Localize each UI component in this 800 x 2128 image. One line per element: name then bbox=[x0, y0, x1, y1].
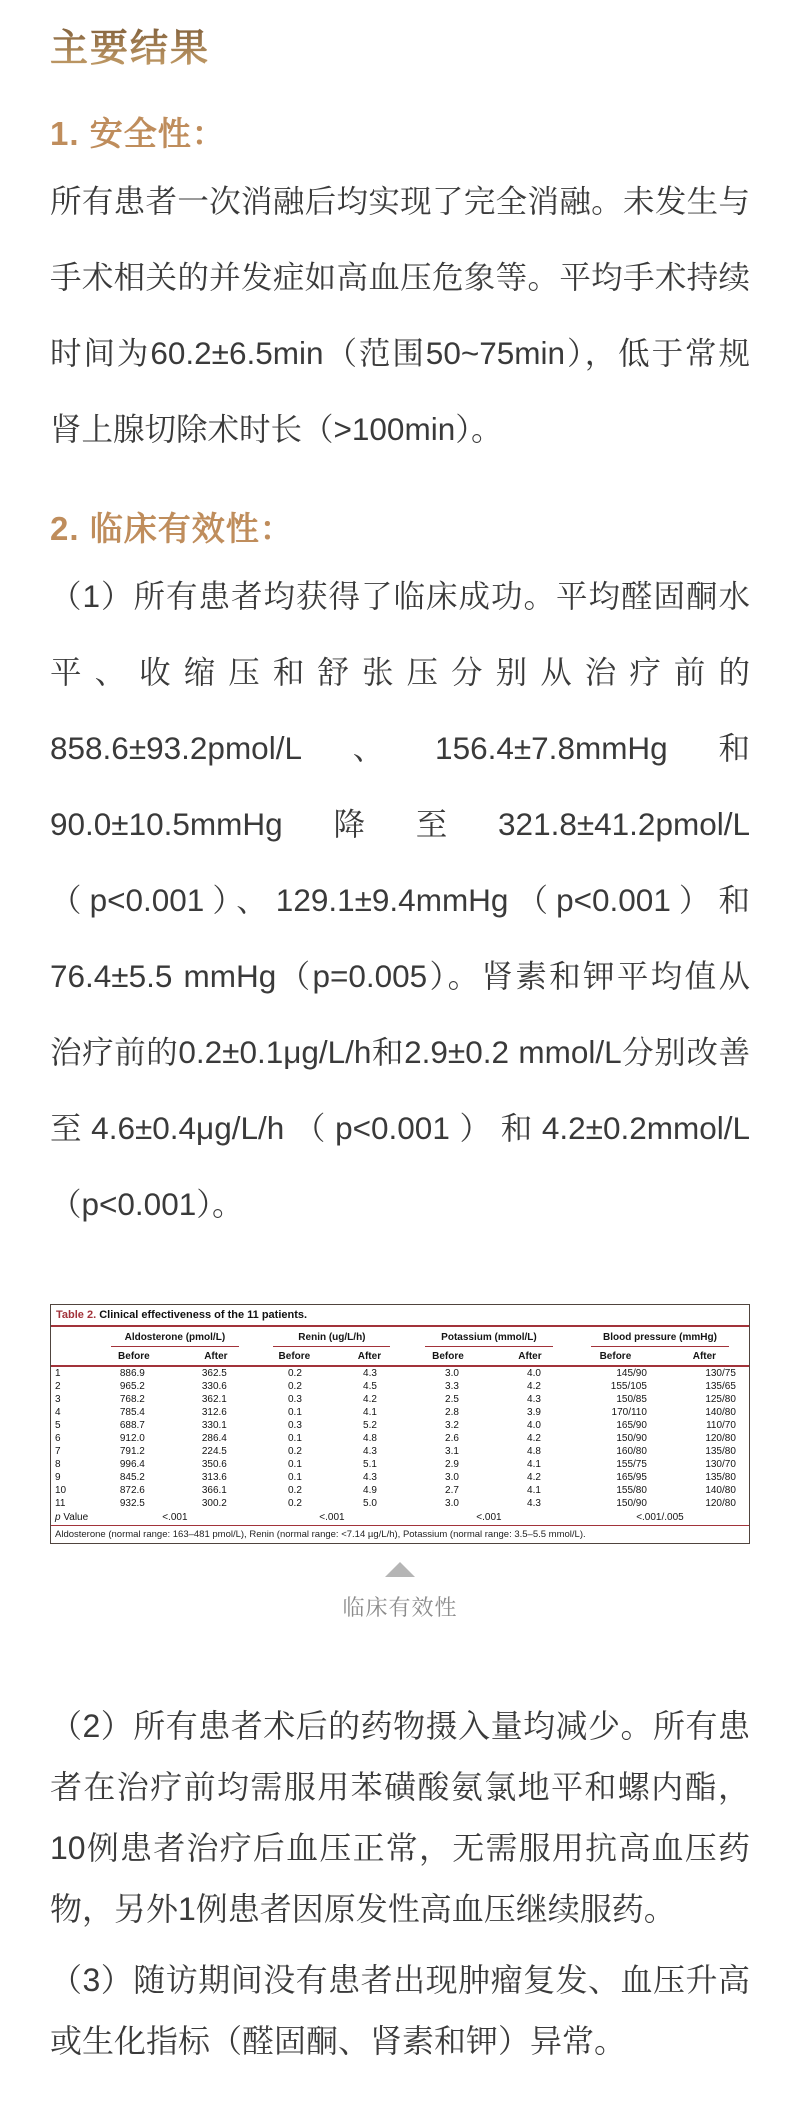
table-cell: 785.4 bbox=[119, 1406, 145, 1418]
table-cell: 4.1 bbox=[363, 1406, 377, 1418]
table-cell: 688.7 bbox=[119, 1419, 145, 1431]
table-row bbox=[51, 1419, 749, 1432]
table-cell: 2.8 bbox=[445, 1406, 459, 1418]
table-row bbox=[51, 1497, 749, 1510]
group-blood-pressure: Blood pressure (mmHg) bbox=[571, 1331, 749, 1347]
patient-id-cell: 4 bbox=[55, 1406, 61, 1418]
table-row bbox=[51, 1432, 749, 1445]
table-cell: 4.3 bbox=[363, 1445, 377, 1457]
table-cell: 3.3 bbox=[445, 1380, 459, 1392]
table-cell: 286.4 bbox=[201, 1432, 227, 1444]
table-cell: 0.2 bbox=[288, 1497, 302, 1509]
clinical-effectiveness-table bbox=[50, 1304, 750, 1544]
table-row bbox=[51, 1406, 749, 1419]
table-cell: 4.8 bbox=[527, 1445, 541, 1457]
table-cell: 0.2 bbox=[288, 1380, 302, 1392]
table-cell: 2.9 bbox=[445, 1458, 459, 1470]
table-cell: 120/80 bbox=[705, 1497, 736, 1509]
efficacy-paragraph-1: （1）所有患者均获得了临床成功。平均醛固酮水平、收缩压和舒张压分别从治疗前的858.6±93.2pmol/L、156.4±7.8mmHg和90.0±10.5mmHg降至321.8±41.2pmol/L（p<0.001）、129.1±9.4mmHg（p<0.001）和76.4±5.5 mmHg（p=0.005）。肾素和钾平均值从治疗前的0.2±0.1μg/L/h和2.9±0.2 mmol/L分别改善至4.6±0.4μg/L/h（p<0.001）和4.2±0.2mmol/L（p<0.001）。 bbox=[50, 577, 750, 1222]
table-cell: 4.0 bbox=[527, 1367, 541, 1379]
figure-caption: 临床有效性 bbox=[342, 1594, 458, 1620]
table-cell: 2.7 bbox=[445, 1484, 459, 1496]
table-cell: 4.1 bbox=[527, 1484, 541, 1496]
table-cell: 4.2 bbox=[527, 1471, 541, 1483]
patient-id-cell: 10 bbox=[55, 1484, 67, 1496]
table-cell: 4.0 bbox=[527, 1419, 541, 1431]
table-cell: 135/65 bbox=[705, 1380, 736, 1392]
page-title: 主要结果 bbox=[50, 28, 750, 72]
section-efficacy-heading: 2. 临床有效性： bbox=[50, 509, 294, 547]
subheader-after: After bbox=[204, 1350, 228, 1362]
table-row bbox=[51, 1393, 749, 1406]
table-cell: 3.0 bbox=[445, 1497, 459, 1509]
pvalue-blood-pressure: <.001/.005 bbox=[636, 1511, 684, 1523]
table-footnote: Aldosterone (normal range: 163–481 pmol/L), Renin (normal range: <7.14 µg/L/h), Potassium (normal range: 3.5–5.5 mmol/L). bbox=[51, 1525, 749, 1543]
safety-paragraph: 所有患者一次消融后均实现了完全消融。未发生与手术相关的并发症如高血压危象等。平均手术持续时间为60.2±6.5min（范围50~75min），低于常规肾上腺切除术时长（>100min）。 bbox=[50, 182, 750, 447]
table-number-label: Table 2. bbox=[56, 1308, 97, 1321]
table-row bbox=[51, 1367, 749, 1380]
table-cell: 791.2 bbox=[119, 1445, 145, 1457]
table-row bbox=[51, 1471, 749, 1484]
table-cell: 3.9 bbox=[527, 1406, 541, 1418]
table-cell: 0.3 bbox=[288, 1393, 302, 1405]
table-cell: 872.6 bbox=[119, 1484, 145, 1496]
triangle-up-icon bbox=[385, 1562, 415, 1577]
table-cell: 996.4 bbox=[119, 1458, 145, 1470]
table-row bbox=[51, 1445, 749, 1458]
table-group-header-row bbox=[51, 1327, 749, 1347]
table-cell: 0.2 bbox=[288, 1445, 302, 1457]
group-potassium: Potassium (mmol/L) bbox=[407, 1331, 571, 1347]
table-cell: 4.3 bbox=[527, 1497, 541, 1509]
pvalue-potassium: <.001 bbox=[476, 1511, 502, 1523]
table-cell: 135/80 bbox=[705, 1471, 736, 1483]
table-cell: 313.6 bbox=[201, 1471, 227, 1483]
table-cell: 4.3 bbox=[363, 1471, 377, 1483]
patient-id-cell: 6 bbox=[55, 1432, 61, 1444]
table-cell: 155/105 bbox=[610, 1380, 647, 1392]
table-cell: 5.2 bbox=[363, 1419, 377, 1431]
table-cell: 0.3 bbox=[288, 1419, 302, 1431]
table-cell: 3.0 bbox=[445, 1367, 459, 1379]
patient-id-cell: 3 bbox=[55, 1393, 61, 1405]
patient-id-cell: 8 bbox=[55, 1458, 61, 1470]
table-cell: 140/80 bbox=[705, 1406, 736, 1418]
table-cell: 160/80 bbox=[616, 1445, 647, 1457]
subheader-before: Before bbox=[432, 1350, 464, 1362]
table-cell: 3.2 bbox=[445, 1419, 459, 1431]
table-cell: 845.2 bbox=[119, 1471, 145, 1483]
table-cell: 0.1 bbox=[288, 1458, 302, 1470]
patient-id-cell: 11 bbox=[55, 1497, 66, 1509]
table-cell: 4.2 bbox=[527, 1380, 541, 1392]
table-cell: 4.2 bbox=[363, 1393, 377, 1405]
pvalue-renin: <.001 bbox=[319, 1511, 345, 1523]
table-cell: 140/80 bbox=[705, 1484, 736, 1496]
pvalue-label: p Value bbox=[55, 1511, 89, 1523]
efficacy-paragraph-2: （2）所有患者术后的药物摄入量均减少。所有患者在治疗前均需服用苯磺酸氨氯地平和螺内酯，10例患者治疗后血压正常，无需服用抗高血压药物，另外1例患者因原发性高血压继续服药。 bbox=[50, 1707, 750, 1927]
table-cell: 125/80 bbox=[705, 1393, 736, 1405]
table-cell: 150/85 bbox=[616, 1393, 647, 1405]
table-cell: 4.9 bbox=[363, 1484, 377, 1496]
table-cell: 0.1 bbox=[288, 1406, 302, 1418]
patient-id-cell: 9 bbox=[55, 1471, 61, 1483]
subheader-before: Before bbox=[118, 1350, 150, 1362]
table-title bbox=[51, 1305, 749, 1327]
patient-id-cell: 7 bbox=[55, 1445, 61, 1457]
table-body bbox=[51, 1367, 749, 1510]
table-cell: 4.3 bbox=[363, 1367, 377, 1379]
table-cell: 4.3 bbox=[527, 1393, 541, 1405]
table-cell: 330.1 bbox=[201, 1419, 227, 1431]
table-cell: 768.2 bbox=[119, 1393, 145, 1405]
table-cell: 4.8 bbox=[363, 1432, 377, 1444]
pvalue-aldosterone: <.001 bbox=[162, 1511, 188, 1523]
subheader-after: After bbox=[357, 1350, 382, 1362]
table-cell: 3.1 bbox=[445, 1445, 459, 1457]
table-cell: 886.9 bbox=[119, 1367, 145, 1379]
clinical-table-figure bbox=[50, 1304, 750, 1622]
table-row bbox=[51, 1484, 749, 1497]
patient-id-cell: 5 bbox=[55, 1419, 61, 1431]
table-cell: 932.5 bbox=[119, 1497, 145, 1509]
table-cell: 155/80 bbox=[616, 1484, 647, 1496]
table-cell: 0.1 bbox=[288, 1432, 302, 1444]
table-cell: 155/75 bbox=[616, 1458, 647, 1470]
subheader-after: After bbox=[518, 1350, 542, 1362]
table-cell: 224.5 bbox=[201, 1445, 227, 1457]
table-cell: 4.2 bbox=[527, 1432, 541, 1444]
pvalue-row bbox=[51, 1510, 749, 1525]
table-cell: 330.6 bbox=[201, 1380, 227, 1392]
efficacy-paragraph-3: （3）随访期间没有患者出现肿瘤复发、血压升高或生化指标（醛固酮、肾素和钾）异常。 bbox=[50, 1961, 750, 2059]
subheader-before: Before bbox=[278, 1350, 311, 1362]
section-safety-heading: 1. 安全性： bbox=[50, 114, 226, 152]
subheader-before: Before bbox=[599, 1350, 632, 1362]
table-cell: 0.1 bbox=[288, 1471, 302, 1483]
table-cell: 4.5 bbox=[363, 1380, 377, 1392]
table-cell: 362.1 bbox=[201, 1393, 227, 1405]
table-subheader-row bbox=[51, 1347, 749, 1367]
table-cell: 300.2 bbox=[201, 1497, 227, 1509]
patient-id-cell: 2 bbox=[55, 1380, 61, 1392]
table-cell: 165/90 bbox=[616, 1419, 647, 1431]
table-cell: 2.5 bbox=[445, 1393, 459, 1405]
table-cell: 170/110 bbox=[611, 1406, 647, 1418]
table-cell: 5.1 bbox=[363, 1458, 377, 1470]
group-renin: Renin (ug/L/h) bbox=[257, 1331, 407, 1347]
table-cell: 145/90 bbox=[616, 1367, 647, 1379]
table-title-text: Clinical effectiveness of the 11 patients. bbox=[99, 1308, 308, 1321]
table-cell: 965.2 bbox=[119, 1380, 145, 1392]
table-cell: 912.0 bbox=[119, 1432, 145, 1444]
table-row bbox=[51, 1380, 749, 1393]
table-cell: 3.0 bbox=[445, 1471, 459, 1483]
table-cell: 4.1 bbox=[527, 1458, 541, 1470]
table-cell: 165/95 bbox=[616, 1471, 647, 1483]
table-cell: 120/80 bbox=[705, 1432, 736, 1444]
group-aldosterone: Aldosterone (pmol/L) bbox=[93, 1331, 257, 1347]
table-row bbox=[51, 1458, 749, 1471]
table-cell: 5.0 bbox=[363, 1497, 377, 1509]
table-cell: 350.6 bbox=[201, 1458, 227, 1470]
table-cell: 0.2 bbox=[288, 1484, 302, 1496]
table-cell: 362.5 bbox=[201, 1367, 227, 1379]
table-cell: 2.6 bbox=[445, 1432, 459, 1444]
patient-id-cell: 1 bbox=[55, 1367, 61, 1379]
table-cell: 0.2 bbox=[288, 1367, 302, 1379]
subheader-after: After bbox=[692, 1350, 717, 1362]
table-cell: 150/90 bbox=[616, 1497, 647, 1509]
table-cell: 366.1 bbox=[201, 1484, 227, 1496]
table-cell: 150/90 bbox=[616, 1432, 647, 1444]
table-cell: 135/80 bbox=[705, 1445, 736, 1457]
table-cell: 130/70 bbox=[705, 1458, 736, 1470]
table-cell: 312.6 bbox=[201, 1406, 227, 1418]
table-cell: 110/70 bbox=[706, 1419, 736, 1431]
table-cell: 130/75 bbox=[705, 1367, 736, 1379]
